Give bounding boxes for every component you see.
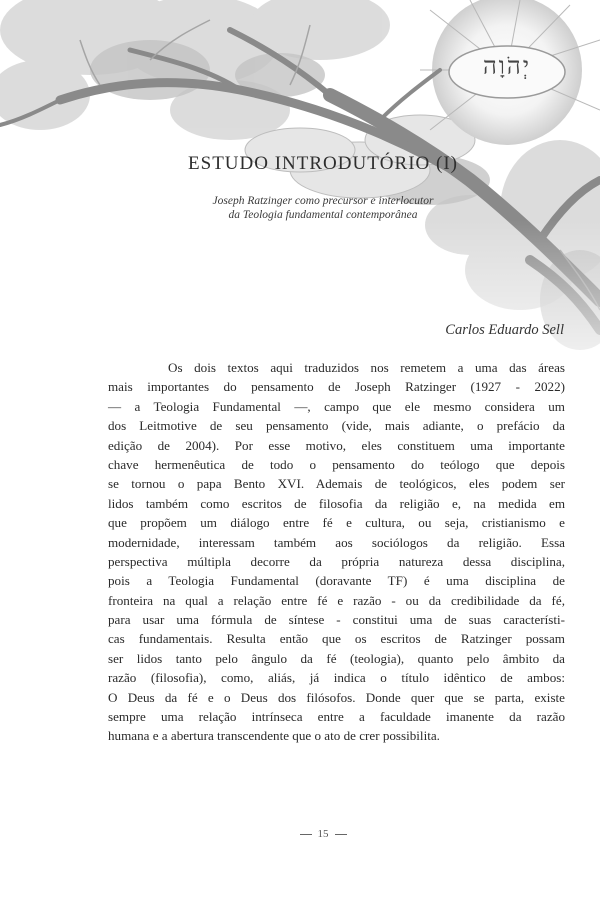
page-number bbox=[0, 828, 600, 840]
folio-dash-right bbox=[335, 834, 347, 835]
body-line: edição de 2004). Por esse motivo, eles constituem uma importante bbox=[108, 437, 565, 453]
body-line: — a Teologia Fundamental —, campo que ele mesmo considera um bbox=[108, 398, 565, 414]
chapter-title: ESTUDO INTRODUTÓRIO (I) bbox=[188, 153, 458, 174]
hebrew-inscription: יְהֹוָה bbox=[482, 52, 532, 80]
author-name: Carlos Eduardo Sell bbox=[445, 322, 564, 338]
body-line: modernidade, interessam também aos sociólogos da religião. Essa bbox=[108, 534, 565, 550]
body-line: pois a Teologia Fundamental (doravante TF) é uma disciplina de bbox=[108, 573, 565, 589]
body-line: dos Leitmotive de seu pensamento (vide, mais adiante, o prefácio da bbox=[108, 418, 565, 434]
body-line: chave hermenêutica de todo o pensamento do teólogo que depois bbox=[108, 456, 565, 472]
subtitle-line: Joseph Ratzinger como precursor e interlocutor bbox=[212, 195, 434, 207]
chapter-subtitle bbox=[150, 194, 496, 222]
page-number-value: 15 bbox=[317, 828, 329, 840]
body-line: ser lidos tanto pelo ângulo da fé (teologia), quanto pelo âmbito da bbox=[108, 650, 565, 666]
body-line: O Deus da fé e o Deus dos filósofos. Donde quer que se parta, existe bbox=[108, 689, 565, 705]
body-line: razão (filosofia), como, aliás, já indica o título idêntico de ambos: bbox=[108, 670, 565, 686]
body-line: humana e a abertura transcendente que o ato de crer possibilita. bbox=[108, 728, 440, 744]
body-line: para usar uma fórmula de síntese - constitui uma de suas característi- bbox=[108, 612, 565, 628]
body-line: fronteira na qual a relação entre fé e razão - ou da credibilidade da fé, bbox=[108, 592, 565, 608]
body-line: se tornou o papa Bento XVI. Ademais de teológicos, eles podem ser bbox=[108, 476, 565, 492]
body-line: lidos também como escritos de filosofia da religião e, na medida em bbox=[108, 495, 565, 511]
body-line: cas fundamentais. Resulta então que os escritos de Ratzinger possam bbox=[108, 631, 565, 647]
body-paragraph bbox=[108, 358, 565, 746]
body-line: mais importantes do pensamento de Joseph Ratzinger (1927 - 2022) bbox=[108, 379, 565, 395]
folio-dash-left bbox=[300, 834, 312, 835]
body-line: que propõem um diálogo entre fé e cultura, ou seja, cristianismo e bbox=[108, 515, 565, 531]
subtitle-line: da Teologia fundamental contemporânea bbox=[228, 209, 418, 221]
body-line: Os dois textos aqui traduzidos nos remetem a uma das áreas bbox=[168, 360, 565, 375]
body-line: sempre uma relação intrínseca entre a faculdade imanente da razão bbox=[108, 709, 565, 725]
body-line: perspectiva múltipla decorre da própria natureza dessa disciplina, bbox=[108, 553, 565, 569]
